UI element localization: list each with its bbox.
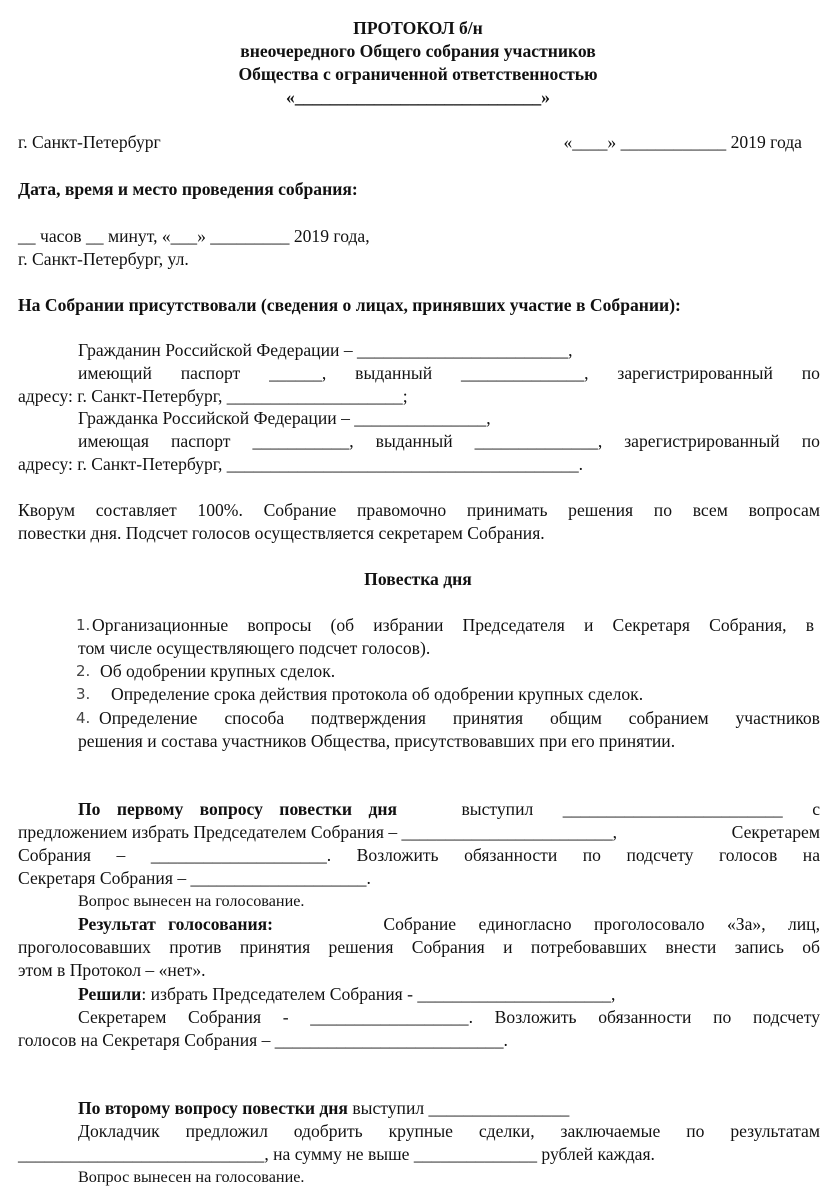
- q1-secretary-word: Секретарем: [731, 822, 820, 842]
- word: по: [801, 431, 820, 451]
- word: выданный: [375, 431, 453, 451]
- q1-decided-label: Решили: [78, 984, 142, 1004]
- protocol-date: «____» ____________ 2019 года: [563, 132, 802, 152]
- agenda-item-3-number: 3.: [76, 685, 91, 703]
- blank: ______________,: [474, 431, 603, 451]
- q2-amount-line: ____________________________, на сумму не выше ______________ рублей каждая.: [18, 1144, 655, 1164]
- meeting-time-line: __ часов __ минут, «___» _________ 2019 года,: [18, 226, 370, 246]
- document-title: ПРОТОКОЛ б/н: [353, 18, 483, 38]
- attendee-2-citizenship: Гражданка Российской Федерации – _______________,: [78, 408, 491, 428]
- q1-result-line: [78, 913, 820, 936]
- q1-proposal-line: [18, 821, 820, 844]
- q1-result-line-2: проголосовавших против принятия решения Собрания и потребовавших внести запись об: [18, 937, 820, 957]
- word: зарегистрированный: [617, 363, 773, 383]
- attendees-heading: На Собрании присутствовали (сведения о лицах, принявших участие в Собрании):: [18, 295, 681, 315]
- blank: ______,: [269, 363, 327, 383]
- blank: ___________,: [252, 431, 354, 451]
- q1-decided-text: : избрать Председателем Собрания - ______________________,: [141, 984, 616, 1004]
- q2-proposal-line: Докладчик предложил одобрить крупные сделки, заключаемые по результатам: [78, 1121, 820, 1141]
- word: паспорт: [170, 431, 231, 451]
- q1-counting-secretary: Секретаря Собрания – ____________________.: [18, 868, 371, 888]
- agenda-item-4-line-1: Определение способа подтверждения принятия общим собранием участников: [99, 708, 820, 728]
- q1-secretary-line: Собрания – ____________________. Возложить обязанности по подсчету голосов на: [18, 845, 820, 865]
- word: по: [801, 363, 820, 383]
- q1-spoke: выступил: [461, 799, 534, 819]
- attendee-2-address: адресу: г. Санкт-Петербург, ________________________________________.: [18, 454, 584, 474]
- q2-put-to-vote: Вопрос вынесен на голосование.: [78, 1168, 305, 1186]
- attendee-1-passport: [78, 362, 820, 385]
- q2-spoke: выступил ________________: [352, 1098, 570, 1118]
- meeting-info-heading: Дата, время и место проведения собрания:: [18, 179, 358, 199]
- quorum-text-line-2: повестки дня. Подсчет голосов осуществляется секретарем Собрания.: [18, 523, 545, 543]
- q2-intro-line: [78, 1097, 569, 1120]
- quorum-text-line-1: Кворум составляет 100%. Собрание правомочно принимать решения по всем вопросам: [18, 500, 820, 520]
- q1-lead-text: По первому вопросу повестки дня: [78, 799, 398, 819]
- q1-speaker-blank: _________________________: [562, 799, 783, 819]
- q1-with: с: [812, 799, 820, 819]
- meeting-address-line: г. Санкт-Петербург, ул.: [18, 249, 189, 269]
- agenda-item-1-line-1: Организационные вопросы (об избрании Председателя и Секретаря Собрания, в: [92, 615, 814, 635]
- agenda-item-1-line-2: том числе осуществляющего подсчет голосов).: [78, 638, 431, 658]
- q1-result-text: Собрание единогласно проголосовало «За», лиц,: [383, 914, 820, 934]
- agenda-item-4-line-2: решения и состава участников Общества, присутствовавших при его принятии.: [78, 731, 676, 751]
- word: выданный: [355, 363, 433, 383]
- attendee-1-citizenship: Гражданин Российской Федерации – ________________________,: [78, 340, 573, 360]
- word: имеющий: [78, 363, 152, 383]
- agenda-item-2-number: 2.: [76, 662, 91, 680]
- word: паспорт: [180, 363, 241, 383]
- q1-chair-proposal: предложением избрать Председателем Собрания – ________________________,: [18, 822, 618, 842]
- attendee-1-address: адресу: г. Санкт-Петербург, ____________________;: [18, 386, 408, 406]
- q1-intro-line: [78, 798, 820, 821]
- document-subtitle-1: внеочередного Общего собрания участников: [240, 41, 596, 61]
- document-subtitle-2: Общества с ограниченной ответственностью: [238, 64, 598, 84]
- city: г. Санкт-Петербург: [18, 132, 161, 152]
- blank: ______________,: [460, 363, 589, 383]
- company-name-blank: «____________________________»: [286, 87, 550, 107]
- q1-result-line-3: этом в Протокол – «нет».: [18, 960, 206, 980]
- agenda-heading: Повестка дня: [364, 569, 472, 589]
- q1-secretary-decision: Секретарем Собрания - __________________. Возложить обязанности по подсчету: [78, 1007, 820, 1027]
- agenda-item-3: Определение срока действия протокола об одобрении крупных сделок.: [111, 684, 644, 704]
- agenda-item-2: Об одобрении крупных сделок.: [100, 661, 336, 681]
- word: зарегистрированный: [624, 431, 780, 451]
- attendee-2-passport: [78, 430, 820, 453]
- word: имеющая: [78, 431, 149, 451]
- agenda-item-1-number: 1.: [76, 616, 91, 634]
- q1-secretary-decision-line-2: голосов на Секретаря Собрания – __________________________.: [18, 1030, 508, 1050]
- agenda-item-4-number: 4.: [76, 709, 91, 727]
- q1-lead: [78, 798, 432, 821]
- q1-result-label: Результат голосования:: [78, 914, 274, 934]
- q2-lead: По второму вопросу повестки дня: [78, 1098, 348, 1118]
- q1-put-to-vote: Вопрос вынесен на голосование.: [78, 892, 305, 910]
- q1-decision: [78, 983, 615, 1006]
